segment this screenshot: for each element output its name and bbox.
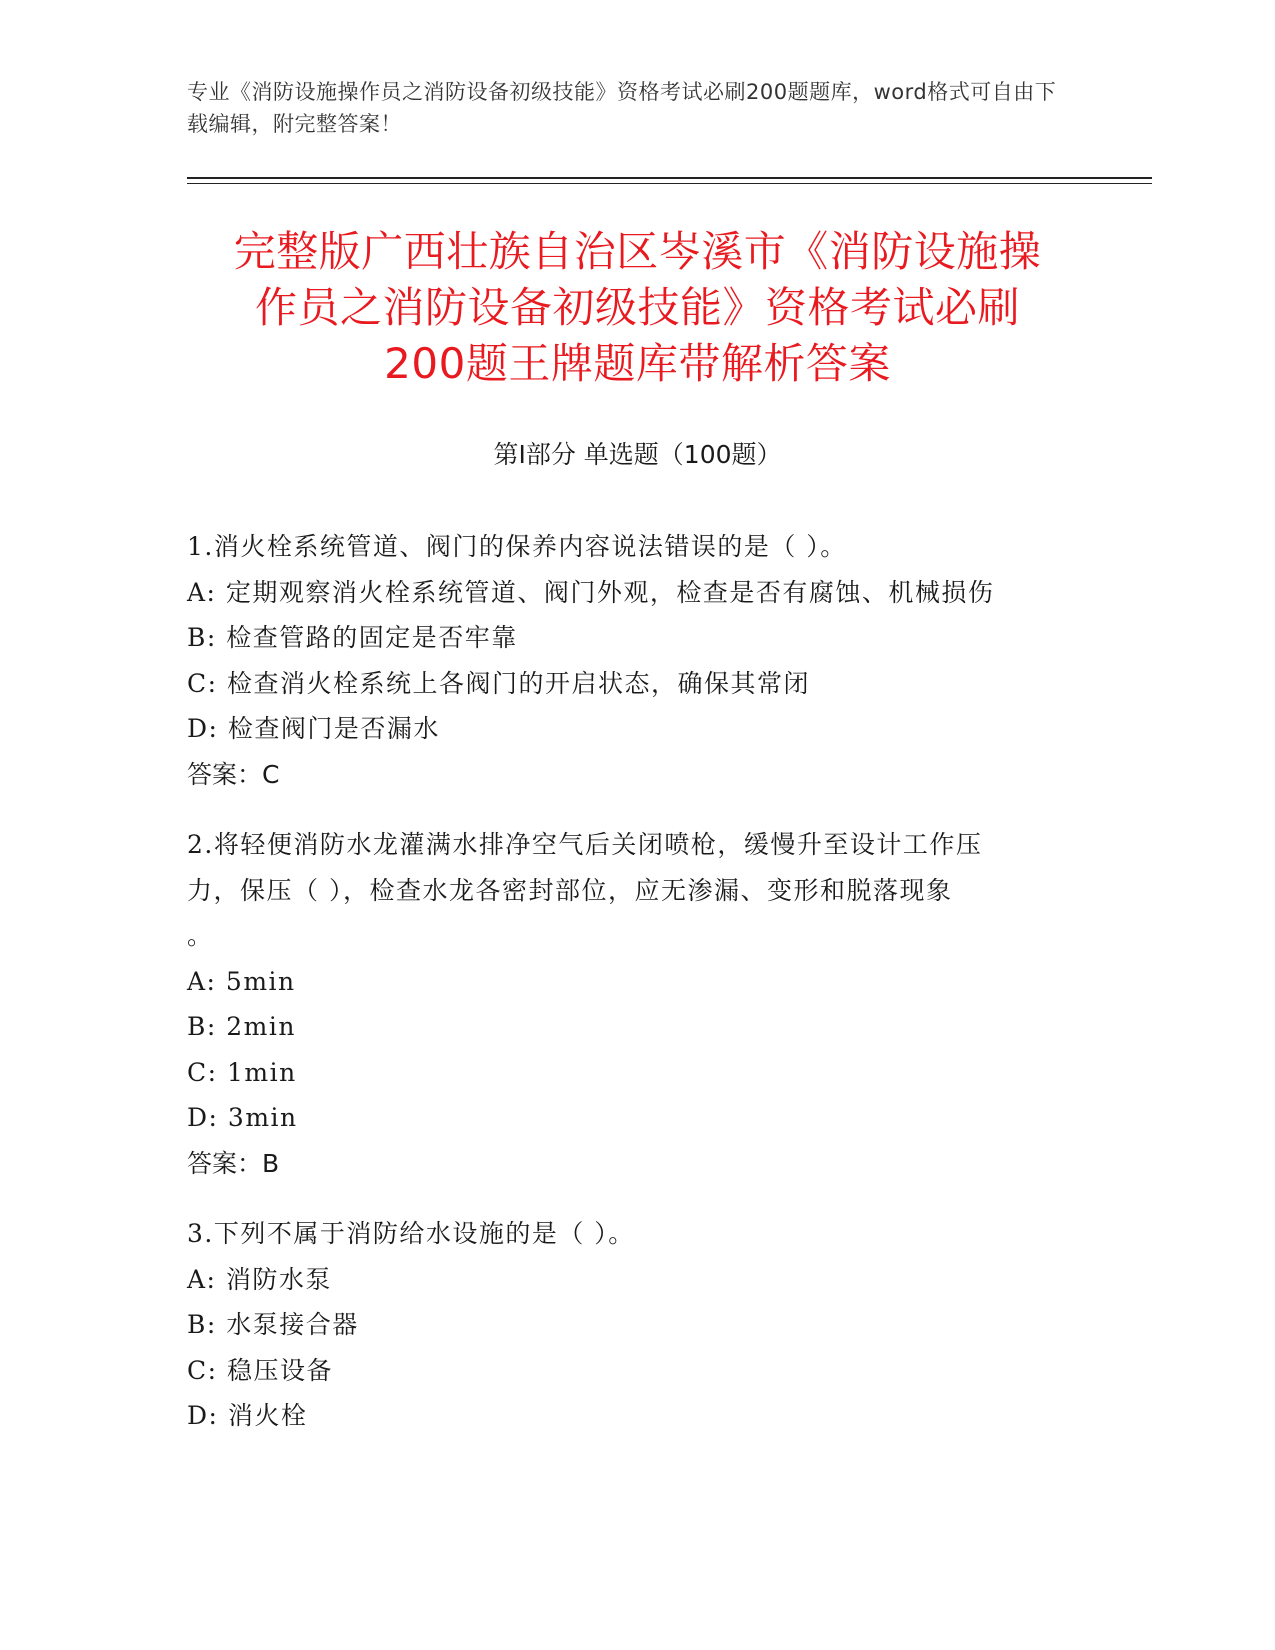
option-a: A: 5min [187, 966, 296, 996]
header-rule-thick [187, 177, 1152, 179]
header-note: 专业《消防设施操作员之消防设备初级技能》资格考试必刷200题题库，word格式可自由下载编辑，附完整答案！ [187, 80, 1057, 136]
question-2 [187, 822, 1087, 1186]
section-title: 第Ⅰ部分 单选题（100题） [493, 440, 782, 469]
option-b: B: 2min [187, 1012, 296, 1041]
option-a: A: 定期观察消火栓系统管道、阀门外观，检查是否有腐蚀、机械损伤 [187, 577, 995, 607]
option-c: C: 检查消火栓系统上各阀门的开启状态，确保其常闭 [187, 668, 811, 698]
question-stem: 2.将轻便消防水龙灌满水排净空气后关闭喷枪，缓慢升至设计工作压 [187, 830, 983, 859]
question-stem: 力，保压（ ），检查水龙各密封部位，应无渗漏、变形和脱落现象 [187, 875, 953, 905]
document-title [170, 224, 1105, 392]
option-d: D: 消火栓 [187, 1401, 308, 1430]
question-list [187, 524, 1087, 1464]
option-b: B: 水泵接合器 [187, 1310, 359, 1339]
option-a: A: 消防水泵 [187, 1264, 332, 1294]
option-c: C: 1min [187, 1057, 297, 1087]
document-title-line: 200题王牌题库带解析答案 [384, 339, 891, 388]
option-d: D: 3min [187, 1103, 298, 1132]
option-d: D: 检查阀门是否漏水 [187, 714, 440, 743]
document-title-line: 完整版广西壮族自治区岑溪市《消防设施操 [233, 227, 1042, 276]
answer-text: 答案：B [187, 1148, 280, 1178]
option-c: C: 稳压设备 [187, 1355, 333, 1385]
question-3 [187, 1211, 1087, 1439]
option-b: B: 检查管路的固定是否牢靠 [187, 623, 518, 652]
question-1 [187, 524, 1087, 797]
header-rule-thin [187, 183, 1152, 184]
answer-text: 答案：C [187, 759, 280, 789]
question-stem: 1.消火栓系统管道、阀门的保养内容说法错误的是（ ）。 [187, 532, 847, 561]
document-title-line: 作员之消防设备初级技能》资格考试必刷 [254, 283, 1020, 332]
question-stem: 。 [187, 921, 214, 950]
question-stem: 3.下列不属于消防给水设施的是（ ）。 [187, 1219, 635, 1248]
